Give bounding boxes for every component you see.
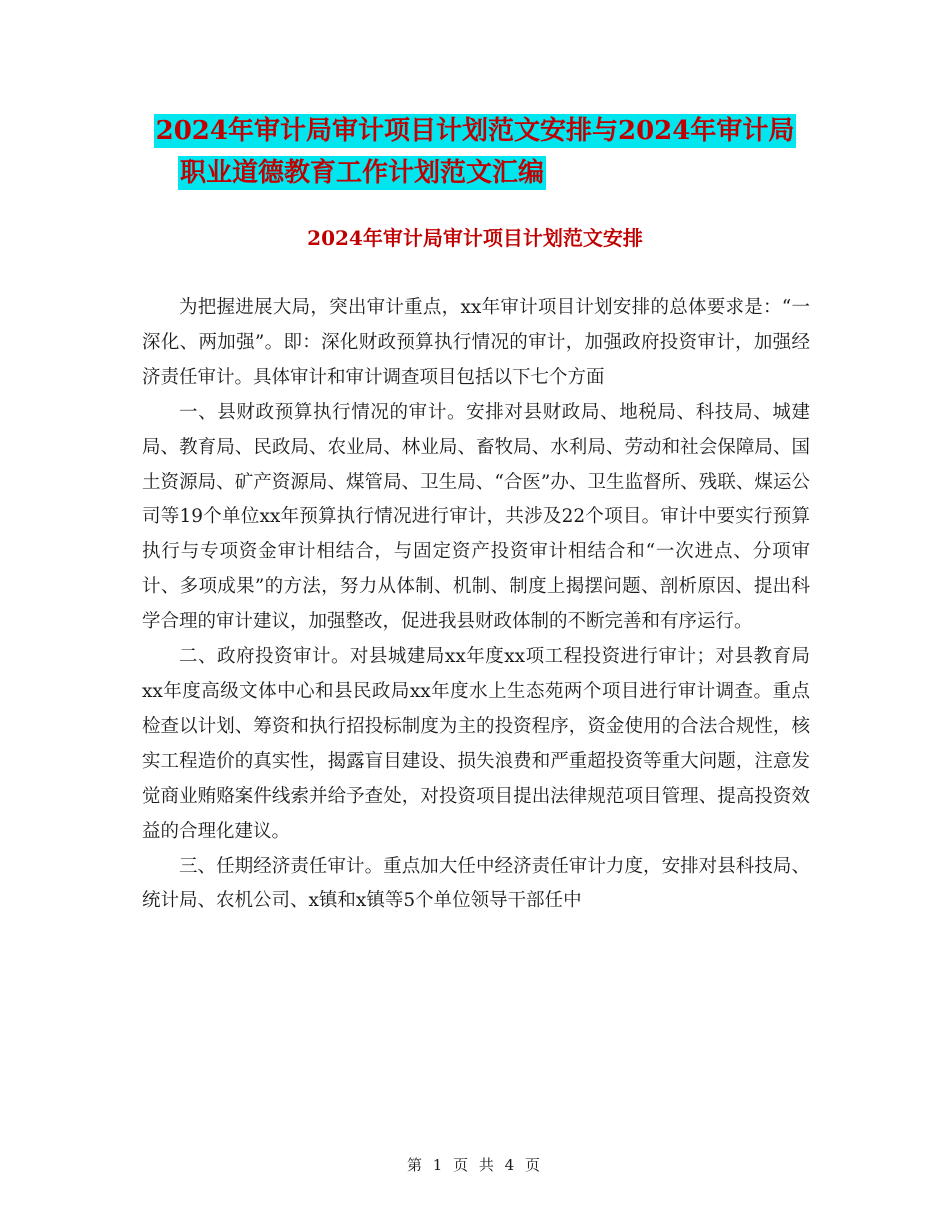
document-title-line-2: [0, 156, 837, 190]
paragraph: 二、政府投资审计。对县城建局xx年度xx项工程投资进行审计；对县教育局xx年度高级文体中心和县民政局xx年度水上生态苑两个项目进行审计调查。重点检查以计划、筹资和执行招投标制度为主的投资程序，资金使用的合法合规性，核实工程造价的真实性，揭露盲目建设、损失浪费和严重超投资等重大问题，注意发觉商业贿赂案件线索并给予查处，对投资项目提出法律规范项目管理、提高投资效益的合理化建议。: [142, 646, 810, 842]
paragraph: 一、县财政预算执行情况的审计。安排对县财政局、地税局、科技局、城建局、教育局、民政局、农业局、林业局、畜牧局、水利局、劳动和社会保障局、国土资源局、矿产资源局、煤管局、卫生局、“合医”办、卫生监督所、残联、煤运公司等19个单位xx年预算执行情况进行审计，共涉及22个项目。审计中要实行预算执行与专项资金审计相结合，与固定资产投资审计相结合和“一次进点、分项审计、多项成果”的方法，努力从体制、机制、制度上揭摆问题、剖析原因、提出科学合理的审计建议，加强整改，促进我县财政体制的不断完善和有序运行。: [142, 401, 810, 633]
paragraph: 三、任期经济责任审计。重点加大任中经济责任审计力度，安排对县科技局、统计局、农机公司、x镇和x镇等5个单位领导干部任中: [142, 855, 810, 912]
section-title: 2024年审计局审计项目计划范文安排: [307, 226, 643, 250]
paragraph: 为把握进展大局，突出审计重点，xx年审计项目计划安排的总体要求是：“一深化、两加强”。即：深化财政预算执行情况的审计，加强政府投资审计，加强经济责任审计。具体审计和审计调查项目包括以下七个方面: [142, 297, 810, 388]
document-title-line-1: [0, 114, 950, 148]
title-highlight: 2024年审计局审计项目计划范文安排与2024年审计局: [155, 116, 795, 146]
page-number-footer: 第 1 页 共 4 页: [407, 1156, 543, 1174]
document-body: [142, 291, 810, 919]
title-highlight: 职业道德教育工作计划范文汇编: [179, 158, 544, 188]
